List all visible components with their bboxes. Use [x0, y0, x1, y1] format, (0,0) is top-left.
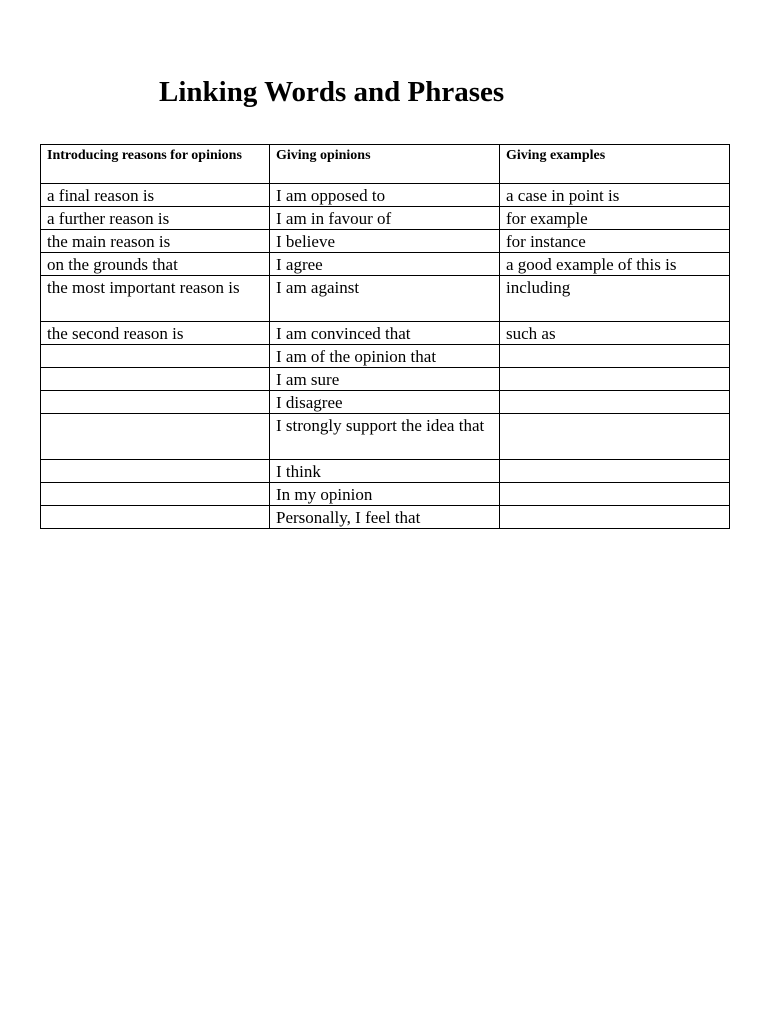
table-row: [41, 207, 730, 230]
reason-cell: [41, 460, 270, 483]
column-header-examples: Giving examples: [500, 145, 730, 184]
reason-cell: a final reason is: [41, 184, 270, 207]
reason-cell: the most important reason is: [41, 276, 270, 322]
example-cell: for instance: [500, 230, 730, 253]
example-cell: [500, 506, 730, 529]
reason-cell: the main reason is: [41, 230, 270, 253]
column-header-opinions: Giving opinions: [270, 145, 500, 184]
table-row: [41, 414, 730, 460]
table-row: [41, 368, 730, 391]
table-row: [41, 253, 730, 276]
table-row: [41, 322, 730, 345]
table-row: [41, 391, 730, 414]
reason-cell: on the grounds that: [41, 253, 270, 276]
opinion-cell: I disagree: [270, 391, 500, 414]
example-cell: [500, 483, 730, 506]
opinion-cell: I strongly support the idea that: [270, 414, 500, 460]
opinion-cell: I am against: [270, 276, 500, 322]
reason-cell: a further reason is: [41, 207, 270, 230]
reason-cell: [41, 391, 270, 414]
example-cell: [500, 391, 730, 414]
linking-phrases-table: [40, 144, 730, 529]
example-cell: including: [500, 276, 730, 322]
table-row: [41, 184, 730, 207]
table-row: [41, 483, 730, 506]
reason-cell: the second reason is: [41, 322, 270, 345]
example-cell: a case in point is: [500, 184, 730, 207]
column-header-reasons: Introducing reasons for opinions: [41, 145, 270, 184]
opinion-cell: I think: [270, 460, 500, 483]
table-row: [41, 460, 730, 483]
opinion-cell: I agree: [270, 253, 500, 276]
opinion-cell: I believe: [270, 230, 500, 253]
table-row: [41, 230, 730, 253]
opinion-cell: I am convinced that: [270, 322, 500, 345]
example-cell: for example: [500, 207, 730, 230]
opinion-cell: I am opposed to: [270, 184, 500, 207]
reason-cell: [41, 345, 270, 368]
table-row: [41, 276, 730, 322]
table-row: [41, 345, 730, 368]
reason-cell: [41, 506, 270, 529]
table-row: [41, 506, 730, 529]
reason-cell: [41, 368, 270, 391]
example-cell: [500, 460, 730, 483]
opinion-cell: In my opinion: [270, 483, 500, 506]
reason-cell: [41, 414, 270, 460]
example-cell: such as: [500, 322, 730, 345]
opinion-cell: I am of the opinion that: [270, 345, 500, 368]
page-title: Linking Words and Phrases: [159, 76, 505, 108]
example-cell: [500, 414, 730, 460]
opinion-cell: Personally, I feel that: [270, 506, 500, 529]
header-row: [41, 145, 730, 184]
reason-cell: [41, 483, 270, 506]
example-cell: [500, 345, 730, 368]
example-cell: a good example of this is: [500, 253, 730, 276]
opinion-cell: I am in favour of: [270, 207, 500, 230]
opinion-cell: I am sure: [270, 368, 500, 391]
example-cell: [500, 368, 730, 391]
